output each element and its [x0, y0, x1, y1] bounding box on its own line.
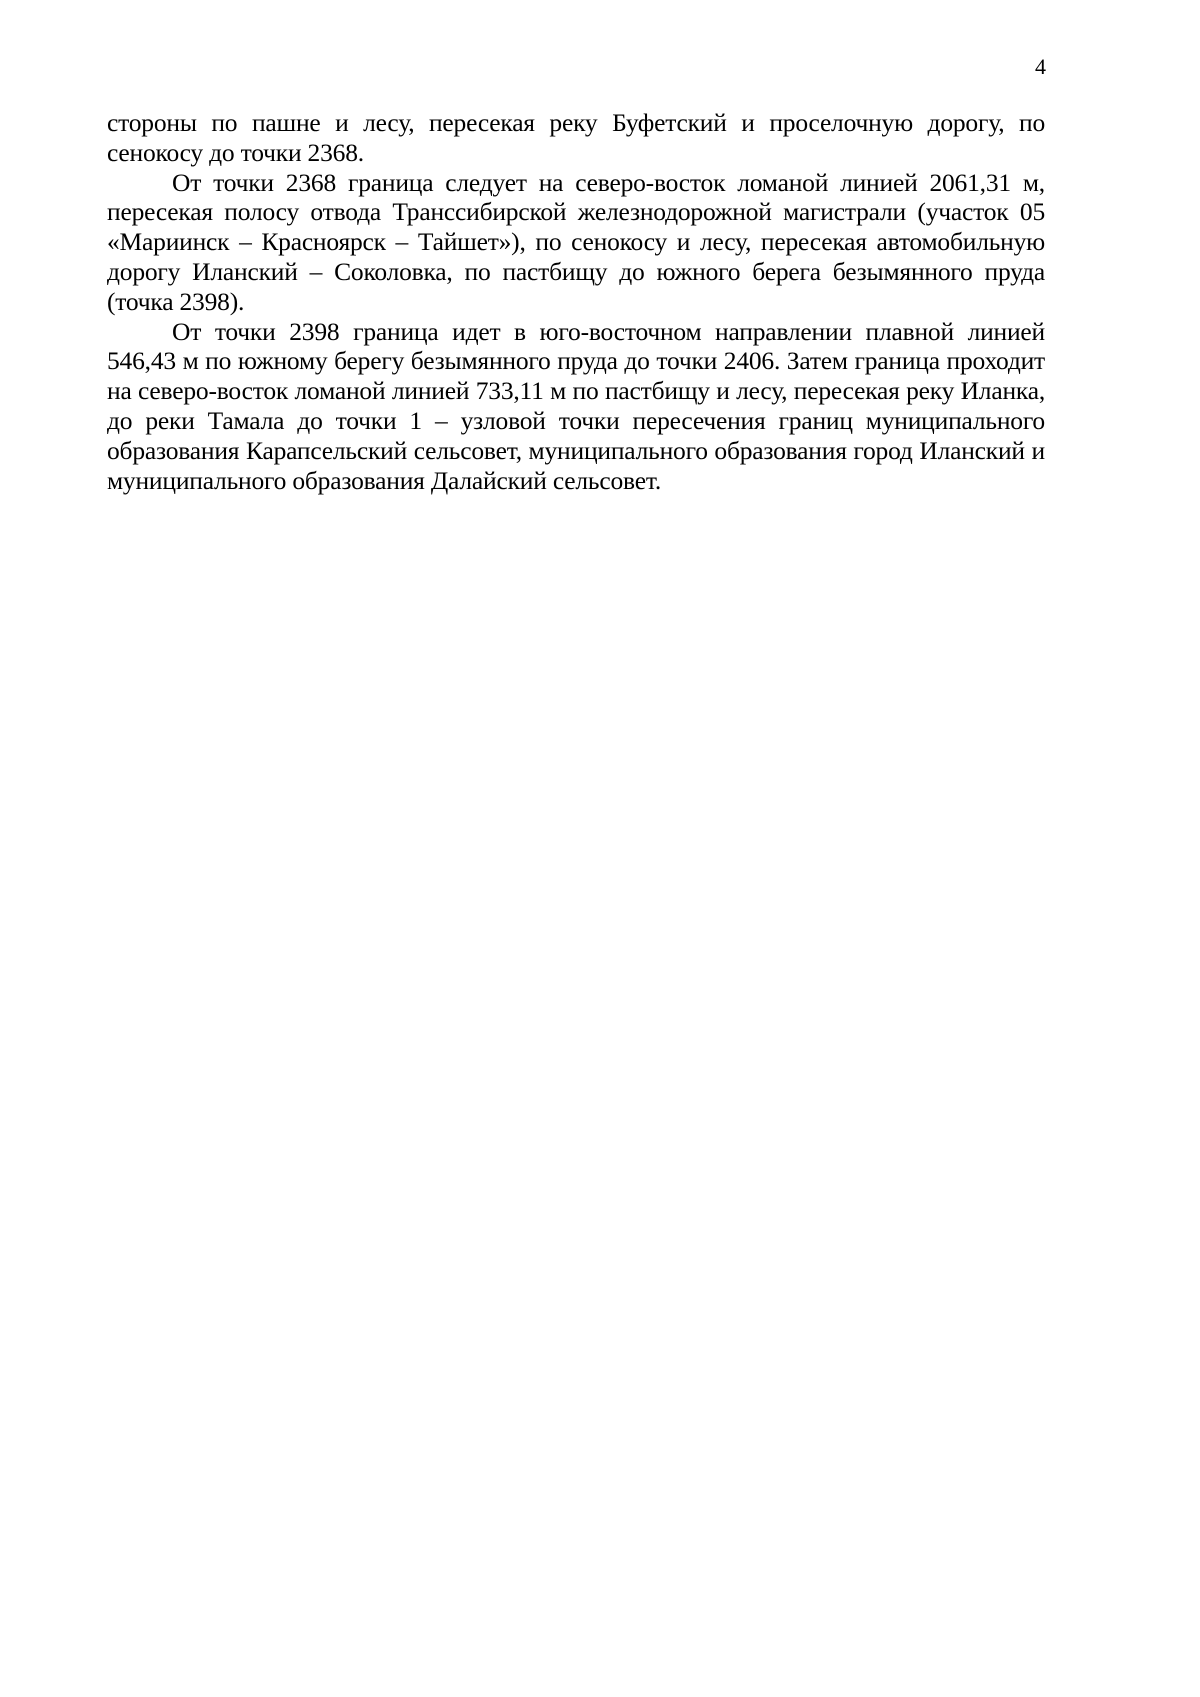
page-number: 4 [1035, 54, 1046, 79]
paragraph-point-2398: От точки 2398 граница идет в юго-восточном направлении плавной линией 546,43 м по южному берегу безымянного пруда до точки 2406. Затем граница проходит на северо-восток ломаной линией 733,11 м по пастбищу и лесу, пересекая реку Иланка, до реки Тамала до точки 1 – узловой точки пересечения границ муниципального образования Карапсельский сельсовет, муниципального образования город Иланский и муниципального образования Далайский сельсовет. [107, 316, 1045, 495]
paragraph-point-2368: От точки 2368 граница следует на северо-восток ломаной линией 2061,31 м, пересекая полосу отвода Транссибирской железнодорожной магистрали (участок 05 «Мариинск – Красноярск – Тайшет»), по сенокосу и лесу, пересекая автомобильную дорогу Иланский – Соколовка, по пастбищу до южного берега безымянного пруда (точка 2398). [107, 167, 1045, 316]
document-body [107, 108, 1045, 495]
paragraph-continuation: стороны по пашне и лесу, пересекая реку Буфетский и проселочную дорогу, по сенокосу до точки 2368. [107, 108, 1045, 167]
